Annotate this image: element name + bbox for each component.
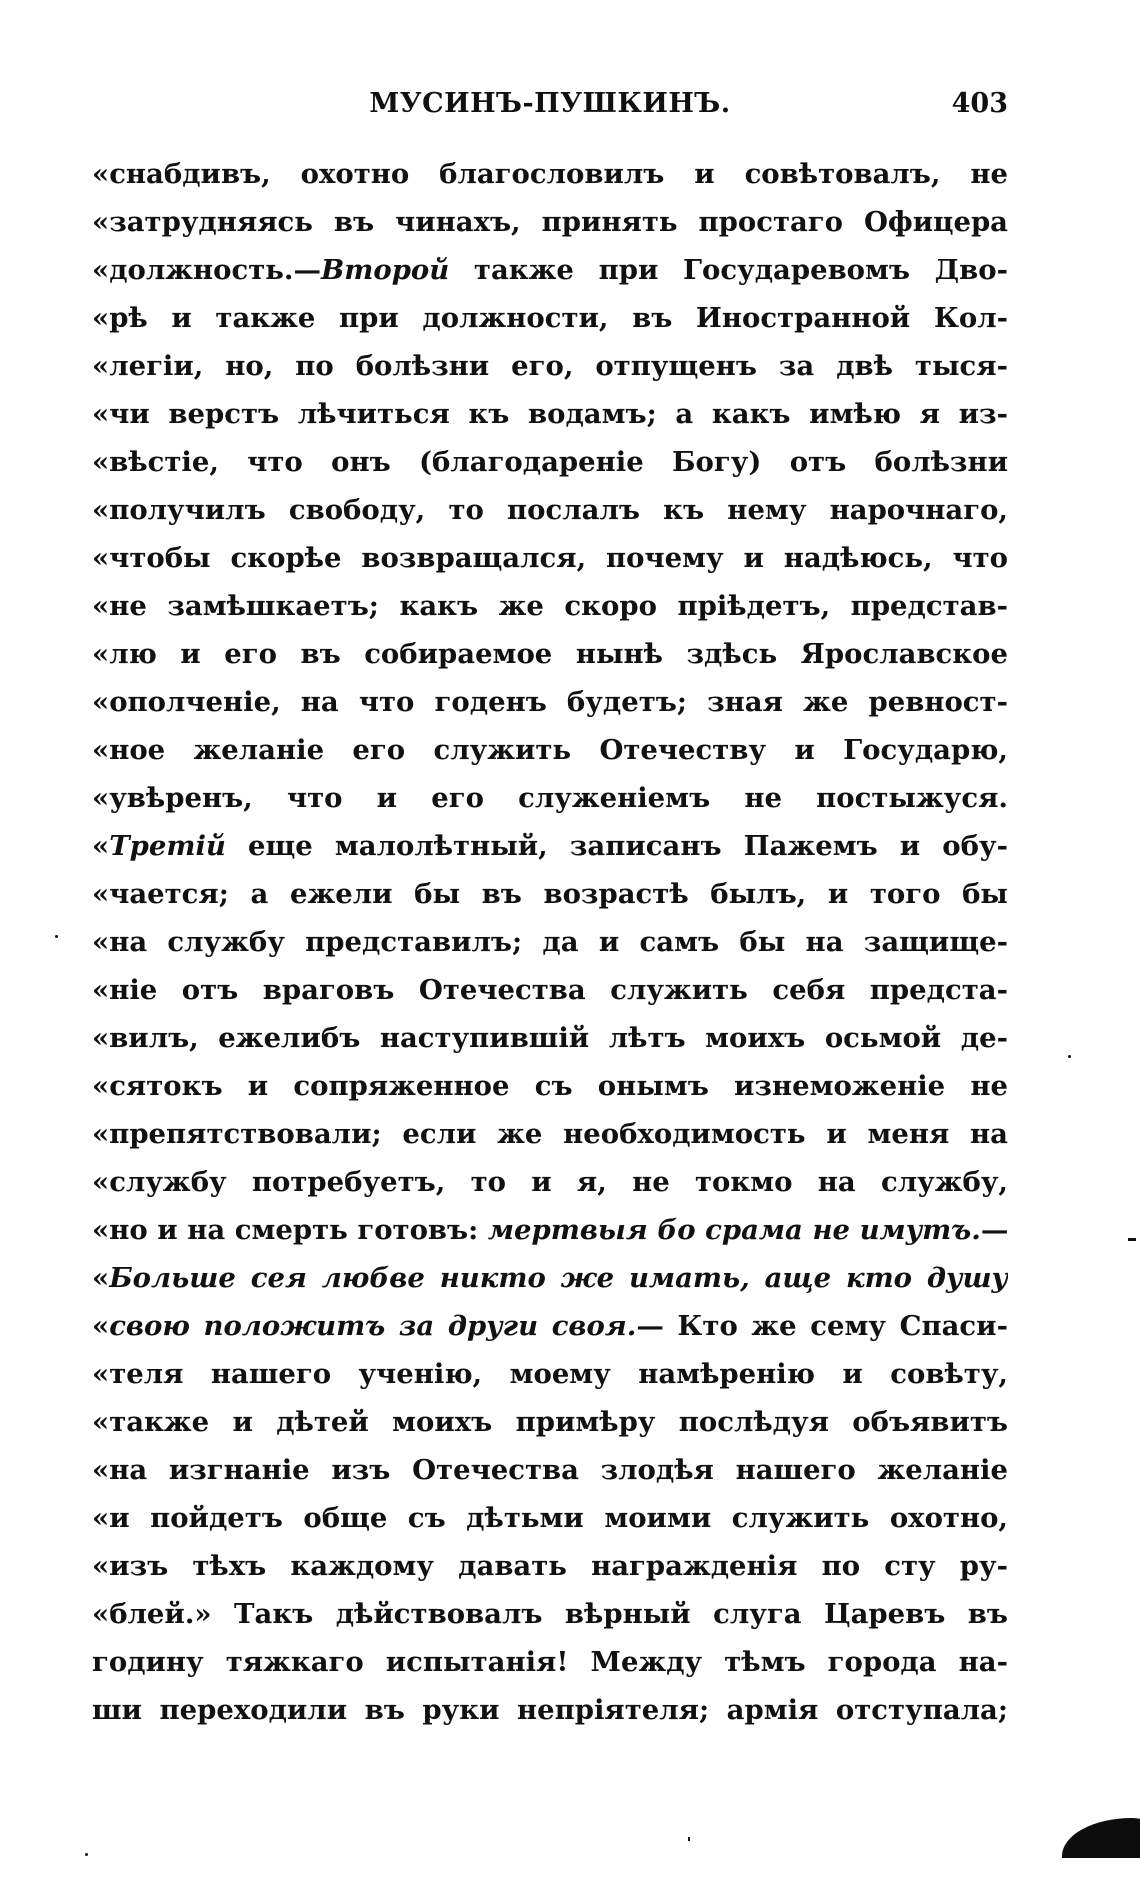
italic-text: Третій xyxy=(109,830,226,862)
text-segment: «вилъ, ежелибъ наступившій лѣтъ моихъ осьмой де- xyxy=(92,1022,1008,1054)
text-segment: «чается; а ежели бы въ возрастѣ былъ, и того бы xyxy=(92,878,1008,910)
text-line xyxy=(92,1446,1008,1494)
text-segment: «чтобы скорѣе возвращался, почему и надѣюсь, что xyxy=(92,542,1008,574)
text-segment: «теля нашего ученію, моему намѣренію и совѣту, xyxy=(92,1358,1008,1390)
text-line xyxy=(92,1158,1008,1206)
text-segment: «чи верстъ лѣчиться къ водамъ; а какъ имѣю я из- xyxy=(92,398,1008,430)
ink-speck xyxy=(55,935,58,938)
text-line xyxy=(92,582,1008,630)
text-segment: «на изгнаніе изъ Отечества злодѣя нашего желаніе xyxy=(92,1454,1008,1486)
text-segment: ши переходили въ руки непріятеля; армія отступала; xyxy=(92,1694,1008,1726)
text-segment: «вѣстіе, что онъ (благодареніе Богу) отъ болѣзни xyxy=(92,446,1008,478)
text-segment: «ніе отъ враговъ Отечества служить себя предста- xyxy=(92,974,1008,1006)
text-segment: — xyxy=(980,1214,1008,1246)
text-segment: «рѣ и также при должности, въ Иностранной Кол- xyxy=(92,302,1008,334)
text-segment: «получилъ свободу, то послалъ къ нему нарочнаго, xyxy=(92,494,1008,526)
text-segment: «сятокъ и сопряженное съ онымъ изнеможеніе не xyxy=(92,1070,1008,1102)
italic-text: мертвыя бо срама не имутъ. xyxy=(487,1214,981,1246)
text-segment: «лю и его въ собираемое нынѣ здѣсь Ярославское xyxy=(92,638,1008,670)
text-segment: «изъ тѣхъ каждому давать награжденія по сту ру- xyxy=(92,1550,1008,1582)
italic-text: Больше сея любве никто же имать, аще кто душу xyxy=(109,1262,1008,1294)
text-segment: «не замѣшкаетъ; какъ же скоро пріѣдетъ, представ- xyxy=(92,590,1008,622)
text-segment: «службу потребуетъ, то и я, не токмо на службу, xyxy=(92,1166,1008,1198)
text-line xyxy=(92,1302,1008,1350)
body-text xyxy=(92,150,1008,1734)
text-segment: «на службу представилъ; да и самъ бы на защище- xyxy=(92,926,1008,958)
text-line xyxy=(92,246,1008,294)
text-line xyxy=(92,1062,1008,1110)
text-line xyxy=(92,1110,1008,1158)
text-segment: « xyxy=(92,1310,110,1342)
text-segment: « xyxy=(92,830,110,862)
text-line xyxy=(92,1398,1008,1446)
text-line xyxy=(92,1494,1008,1542)
text-segment: «должность.— xyxy=(92,254,322,286)
text-segment: «и пойдетъ обще съ дѣтьми моими служить охотно, xyxy=(92,1502,1008,1534)
text-line xyxy=(92,1014,1008,1062)
text-line xyxy=(92,630,1008,678)
text-line xyxy=(92,1638,1008,1686)
text-segment: «блей.» Такъ дѣйствовалъ вѣрный слуга Царевъ въ xyxy=(92,1598,1008,1630)
running-head: МУСИНЪ-ПУШКИНЪ. xyxy=(369,88,731,119)
ink-speck xyxy=(85,1853,88,1856)
page-number: 403 xyxy=(951,88,1008,119)
ink-blot xyxy=(1062,1818,1140,1858)
text-segment: «препятствовали; если же необходимость и меня на xyxy=(92,1118,1008,1150)
ink-speck xyxy=(688,1837,690,1841)
text-segment: «увѣренъ, что и его служеніемъ не постыжуся. xyxy=(92,782,1008,814)
text-segment: годину тяжкаго испытанія! Между тѣмъ города на- xyxy=(92,1646,1008,1678)
text-segment: «ное желаніе его служить Отечеству и Государю, xyxy=(92,734,1008,766)
text-line xyxy=(92,294,1008,342)
text-line xyxy=(92,342,1008,390)
text-line xyxy=(92,534,1008,582)
text-line xyxy=(92,198,1008,246)
text-segment: « xyxy=(92,1262,110,1294)
text-line xyxy=(92,390,1008,438)
text-line xyxy=(92,870,1008,918)
italic-text: Второй xyxy=(321,254,450,286)
text-line xyxy=(92,918,1008,966)
text-line xyxy=(92,726,1008,774)
text-line xyxy=(92,486,1008,534)
page-header xyxy=(92,88,1008,130)
text-segment: «легіи, но, по болѣзни его, отпущенъ за двѣ тыся- xyxy=(92,350,1008,382)
text-line xyxy=(92,1350,1008,1398)
italic-text: свою положитъ за други своя. xyxy=(109,1310,637,1342)
text-segment: «снабдивъ, охотно благословилъ и совѣтовалъ, не xyxy=(92,158,1008,190)
text-segment: «затрудняясь въ чинахъ, принять простаго Офицера xyxy=(92,206,1008,238)
text-segment: также при Государевомъ Дво- xyxy=(449,254,1008,286)
text-line xyxy=(92,966,1008,1014)
text-segment: еще малолѣтный, записанъ Пажемъ и обу- xyxy=(225,830,1008,862)
text-line xyxy=(92,1590,1008,1638)
ink-speck xyxy=(1068,1055,1071,1058)
text-line xyxy=(92,1686,1008,1734)
text-line xyxy=(92,150,1008,198)
ink-speck xyxy=(1128,1238,1136,1241)
text-line xyxy=(92,1542,1008,1590)
text-segment: «ополченіе, на что годенъ будетъ; зная же ревност- xyxy=(92,686,1008,718)
text-line xyxy=(92,678,1008,726)
text-line xyxy=(92,774,1008,822)
text-segment: «также и дѣтей моихъ примѣру послѣдуя объявитъ xyxy=(92,1406,1008,1438)
text-segment: — Кто же сему Спаси- xyxy=(636,1310,1008,1342)
text-line xyxy=(92,822,1008,870)
text-line xyxy=(92,438,1008,486)
text-line xyxy=(92,1254,1008,1302)
text-segment: «но и на смерть готовъ: xyxy=(92,1214,488,1246)
text-line xyxy=(92,1206,1008,1254)
